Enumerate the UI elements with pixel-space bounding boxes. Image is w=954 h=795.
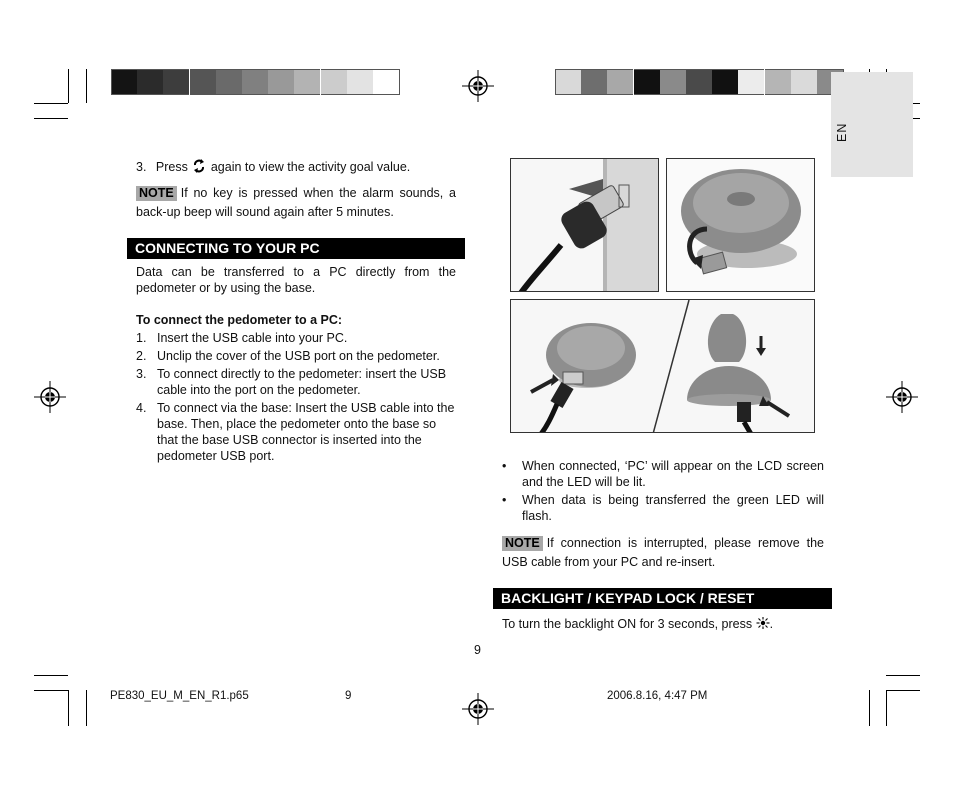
crop-mark <box>886 690 887 726</box>
section-title: CONNECTING TO YOUR PC <box>135 240 320 256</box>
backlight-instruction <box>502 616 773 632</box>
crop-mark <box>34 103 68 104</box>
note-text: If connection is interrupted, please remove the USB cable from your PC and re-insert. <box>502 536 824 569</box>
step-text-pre: Press <box>155 160 188 174</box>
color-swatch <box>555 69 582 95</box>
registration-mark-icon <box>34 381 66 413</box>
color-swatch <box>738 69 764 95</box>
sentence-end: . <box>769 617 774 631</box>
color-swatch <box>607 69 633 95</box>
step-item <box>136 366 457 398</box>
note-label: NOTE <box>136 186 177 201</box>
footer-timestamp: 2006.8.16, 4:47 PM <box>607 690 708 702</box>
bullet-marker: • <box>502 459 507 473</box>
language-tab-label: EN <box>835 122 849 142</box>
bullet-marker: • <box>502 493 507 507</box>
step-item <box>136 348 457 364</box>
note-block <box>502 534 824 572</box>
bullet-text: When connected, ‘PC’ will appear on the LCD screen and the LED will be lit. <box>522 459 824 489</box>
color-swatch <box>163 69 189 95</box>
step-text: Insert the USB cable into your PC. <box>157 331 348 345</box>
step-text: Unclip the cover of the USB port on the pedometer. <box>157 349 440 363</box>
usb-into-pc-photo <box>510 158 659 292</box>
color-swatch <box>712 69 738 95</box>
backlight-text: To turn the backlight ON for 3 seconds, press <box>502 617 753 631</box>
step-number: 3. <box>136 160 147 174</box>
section-title: BACKLIGHT / KEYPAD LOCK / RESET <box>501 590 755 606</box>
section-heading-backlight <box>493 588 832 609</box>
bullet-text: When data is being transferred the green LED will flash. <box>522 493 824 523</box>
bullet-item <box>502 458 824 490</box>
connection-methods-photo <box>510 299 815 433</box>
registration-mark-icon <box>886 381 918 413</box>
cycle-button-icon <box>193 158 205 174</box>
subheading: To connect the pedometer to a PC: <box>136 313 343 327</box>
registration-mark-icon <box>462 693 494 725</box>
color-swatch <box>137 69 163 95</box>
color-swatch <box>581 69 607 95</box>
crop-mark <box>886 690 920 691</box>
color-swatch <box>791 69 817 95</box>
light-button-icon <box>756 617 770 629</box>
crop-mark <box>86 69 87 103</box>
step-number: 4. <box>136 401 147 415</box>
color-swatch <box>321 69 347 95</box>
bullet-item <box>502 492 824 524</box>
color-swatch <box>634 69 660 95</box>
color-swatch <box>190 69 216 95</box>
step-number: 2. <box>136 349 147 363</box>
color-swatch <box>268 69 294 95</box>
color-swatch <box>294 69 320 95</box>
color-swatch <box>686 69 712 95</box>
section-heading-connecting <box>127 238 465 259</box>
crop-mark <box>68 690 69 726</box>
color-swatch <box>347 69 373 95</box>
color-swatch <box>216 69 242 95</box>
footer-page: 9 <box>345 690 352 702</box>
step-text-post: again to view the activity goal value. <box>210 160 411 174</box>
page-number: 9 <box>474 643 481 657</box>
footer-filename: PE830_EU_M_EN_R1.p65 <box>110 690 249 702</box>
step-text: To connect via the base: Insert the USB cable into the base. Then, place the pedometer onto the base so that the base USB connector is inserted into the pedometer USB port. <box>157 401 455 463</box>
note-text: If no key is pressed when the alarm sounds, a back-up beep will sound again after 5 minutes. <box>136 186 456 219</box>
crop-mark <box>34 118 68 119</box>
step-number: 1. <box>136 331 147 345</box>
crop-mark <box>34 675 68 676</box>
unclip-cover-photo <box>666 158 815 292</box>
steps-list <box>136 330 457 466</box>
step-item <box>136 330 457 346</box>
crop-mark <box>869 690 870 726</box>
color-swatch <box>111 69 138 95</box>
color-swatch <box>660 69 686 95</box>
crop-mark <box>886 675 920 676</box>
registration-mark-icon <box>462 70 494 102</box>
note-block <box>136 184 456 222</box>
intro-paragraph: Data can be transferred to a PC directly from the pedometer or by using the base. <box>136 265 456 295</box>
color-swatch <box>373 69 400 95</box>
crop-mark <box>34 690 68 691</box>
step-number: 3. <box>136 367 147 381</box>
step-text: To connect directly to the pedometer: insert the USB cable into the port on the pedometer. <box>157 367 447 397</box>
color-swatch <box>765 69 791 95</box>
step-item <box>136 400 457 464</box>
color-swatch <box>242 69 268 95</box>
crop-mark <box>68 69 69 103</box>
note-label: NOTE <box>502 536 543 551</box>
crop-mark <box>86 690 87 726</box>
language-tab <box>831 72 913 177</box>
bullet-list <box>502 458 824 526</box>
step-3-line <box>136 158 466 175</box>
